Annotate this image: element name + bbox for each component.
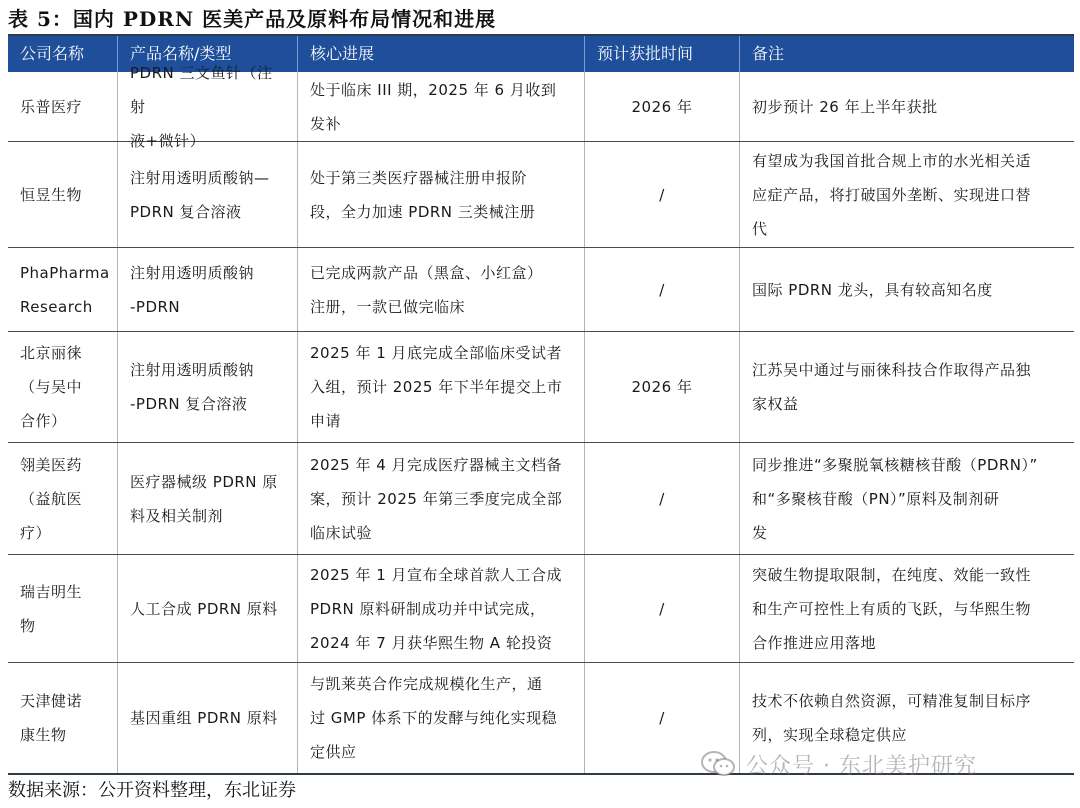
header-remarks: 备注 xyxy=(752,44,785,63)
header-product: 产品名称/类型 xyxy=(118,36,298,72)
progress-cell xyxy=(298,248,585,331)
approval-cell xyxy=(585,142,740,247)
product-text: 注射用透明质酸钠— PDRN 复合溶液 xyxy=(130,168,270,221)
progress-cell xyxy=(298,142,585,247)
product-cell xyxy=(118,142,298,247)
product-cell xyxy=(118,443,298,554)
approval-cell xyxy=(585,72,740,141)
product-text: PDRN 三文鱼针（注射 液+微针） xyxy=(130,63,273,150)
product-cell xyxy=(118,63,298,150)
approval-text: / xyxy=(659,489,665,508)
company-cell xyxy=(8,663,118,773)
progress-text: 2025 年 1 月宣布全球首款人工合成 PDRN 原料研制成功并中试完成， 2024 年 7 月获华熙生物 A 轮投资 xyxy=(310,565,563,652)
product-text: 注射用透明质酸钠 -PDRN 复合溶液 xyxy=(130,361,255,413)
company-cell xyxy=(8,72,118,141)
approval-text: / xyxy=(659,280,665,299)
approval-text: 2026 年 xyxy=(631,378,693,396)
table-row xyxy=(8,142,1074,248)
table-row xyxy=(8,332,1074,443)
remarks-text: 江苏吴中通过与丽徕科技合作取得产品独 家权益 xyxy=(752,361,1032,413)
product-text: 人工合成 PDRN 原料 xyxy=(130,599,278,618)
company-cell xyxy=(8,332,118,442)
company-text: 翎美医药 （益航医 疗） xyxy=(20,455,83,542)
table-title: 表 5：国内 PDRN 医美产品及原料布局情况和进展 xyxy=(8,7,497,31)
company-text: 瑞吉明生 物 xyxy=(20,582,83,635)
approval-cell xyxy=(585,332,740,442)
product-cell xyxy=(118,555,298,662)
approval-cell xyxy=(585,555,740,662)
company-text: 天津健诺 康生物 xyxy=(20,692,83,744)
remarks-text: 技术不依赖自然资源，可精准复制目标序 列，实现全球稳定供应 xyxy=(752,692,1032,744)
progress-text: 2025 年 1 月底完成全部临床受试者 入组，预计 2025 年下半年提交上市 申请 xyxy=(310,344,563,430)
approval-text: / xyxy=(659,709,665,727)
progress-cell xyxy=(298,332,585,442)
product-cell xyxy=(118,248,298,331)
progress-cell xyxy=(298,663,585,773)
remarks-cell xyxy=(740,248,1074,331)
header-approval-time: 预计获批时间 xyxy=(585,36,740,72)
progress-text: 已完成两款产品（黑盒、小红盒） 注册，一款已做完临床 xyxy=(310,263,543,316)
remarks-text: 国际 PDRN 龙头，具有较高知名度 xyxy=(752,280,993,299)
remarks-cell xyxy=(740,142,1074,247)
progress-cell xyxy=(298,72,585,141)
approval-text: / xyxy=(659,599,665,618)
progress-text: 处于第三类医疗器械注册申报阶 段，全力加速 PDRN 三类械注册 xyxy=(310,168,536,221)
wechat-icon xyxy=(700,750,736,778)
remarks-cell xyxy=(740,72,1074,141)
progress-text: 2025 年 4 月完成医疗器械主文档备 案，预计 2025 年第三季度完成全部 临床试验 xyxy=(310,455,563,542)
company-text: 北京丽徕 （与吴中 合作） xyxy=(20,344,83,430)
remarks-text: 有望成为我国首批合规上市的水光相关适 应症产品，将打破国外垄断、实现进口替 代 xyxy=(752,151,1032,238)
header-company: 公司名称 xyxy=(8,36,118,72)
remarks-text: 初步预计 26 年上半年获批 xyxy=(752,97,938,116)
remarks-cell xyxy=(740,555,1074,662)
product-cell xyxy=(118,332,298,442)
company-text: 乐普医疗 xyxy=(20,97,83,116)
data-table xyxy=(8,34,1074,773)
progress-text: 与凯莱英合作完成规模化生产，通 过 GMP 体系下的发酵与纯化实现稳 定供应 xyxy=(310,675,558,761)
watermark-text: 公众号 · 东北美护研究 xyxy=(746,753,977,779)
header-progress: 核心进展 xyxy=(298,36,585,72)
product-text: 基因重组 PDRN 原料 xyxy=(130,709,278,727)
company-cell xyxy=(8,248,118,331)
table-row xyxy=(8,63,1074,150)
table-row xyxy=(8,248,1074,332)
company-cell xyxy=(8,142,118,247)
product-text: 注射用透明质酸钠 -PDRN xyxy=(130,263,255,316)
remarks-text: 同步推进“多聚脱氧核糖核苷酸（PDRN）” 和“多聚核苷酸（PN）”原料及制剂研 发 xyxy=(752,455,1038,542)
product-cell xyxy=(118,663,298,773)
table-row xyxy=(8,443,1074,555)
remarks-cell xyxy=(740,332,1074,442)
progress-text: 处于临床 III 期，2025 年 6 月收到 发补 xyxy=(310,80,557,133)
remarks-text: 突破生物提取限制，在纯度、效能一致性 和生产可控性上有质的飞跃，与华熙生物 合作推进应用落地 xyxy=(752,565,1032,652)
approval-text: / xyxy=(659,185,665,204)
company-cell xyxy=(8,443,118,554)
source-note: 数据来源：公开资料整理，东北证券 xyxy=(8,780,296,801)
remarks-cell xyxy=(740,443,1074,554)
progress-cell xyxy=(298,443,585,554)
approval-text: 2026 年 xyxy=(631,97,693,116)
company-text: 恒昱生物 xyxy=(20,185,83,204)
company-cell xyxy=(8,555,118,662)
watermark xyxy=(700,746,977,782)
product-text: 医疗器械级 PDRN 原 料及相关制剂 xyxy=(130,472,278,525)
company-text: PhaPharma Research xyxy=(20,263,110,316)
approval-cell xyxy=(585,248,740,331)
approval-cell xyxy=(585,443,740,554)
progress-cell xyxy=(298,555,585,662)
table-row xyxy=(8,555,1074,663)
